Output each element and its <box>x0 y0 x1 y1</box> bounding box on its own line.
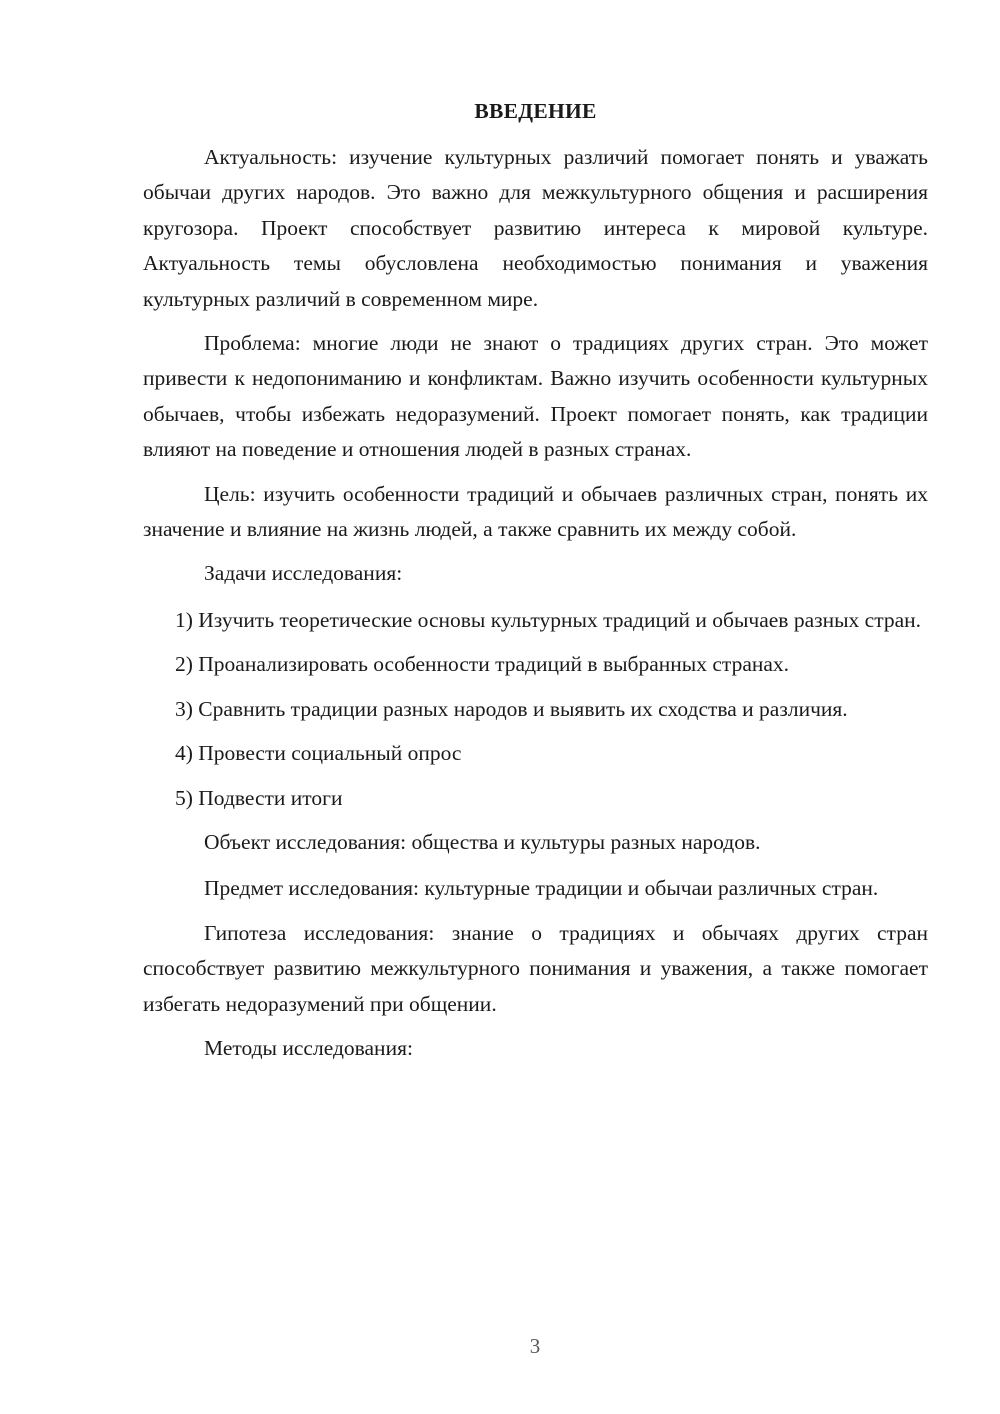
paragraph-subject: Предмет исследования: культурные традиции и обычаи различных стран. <box>204 876 879 901</box>
task-item-5: 5) Подвести итоги <box>175 785 343 810</box>
paragraph-relevance: Актуальность: изучение культурных различий помогает понять и уважать обычаи других народов. Это важно для межкультурного общения и расширения кругозора. Проект способствует развитию интереса к мировой культуре. Актуальность темы обусловлена необходимостью понимания и уважения культурных различий в современном мире. <box>143 145 928 311</box>
page-number: 3 <box>529 1334 541 1358</box>
task-item-2: 2) Проанализировать особенности традиций в выбранных странах. <box>175 652 790 677</box>
task-item-3: 3) Сравнить традиции разных народов и выявить их сходства и различия. <box>175 696 848 721</box>
methods-heading: Методы исследования: <box>204 1035 413 1060</box>
page-title: ВВЕДЕНИЕ <box>474 99 597 123</box>
tasks-heading: Задачи исследования: <box>204 561 403 586</box>
page-content <box>143 96 928 1077</box>
paragraph-hypothesis: Гипотеза исследования: знание о традициях и обычаях других стран способствует развитию межкультурного понимания и уважения, а также помогает избегать недоразумений при общении. <box>143 920 928 1016</box>
paragraph-goal: Цель: изучить особенности традиций и обычаев различных стран, понять их значение и влияние на жизнь людей, а также сравнить их между собой. <box>143 481 928 542</box>
paragraph-object: Объект исследования: общества и культуры разных народов. <box>204 829 761 854</box>
task-item-1: 1) Изучить теоретические основы культурных традиций и обычаев разных стран. <box>175 607 922 632</box>
paragraph-problem: Проблема: многие люди не знают о традициях других стран. Это может привести к недопониманию и конфликтам. Важно изучить особенности культурных обычаев, чтобы избежать недоразумений. Проект помогает понять, как традиции влияют на поведение и отношения людей в разных странах. <box>143 331 928 462</box>
task-item-4: 4) Провести социальный опрос <box>175 741 462 766</box>
